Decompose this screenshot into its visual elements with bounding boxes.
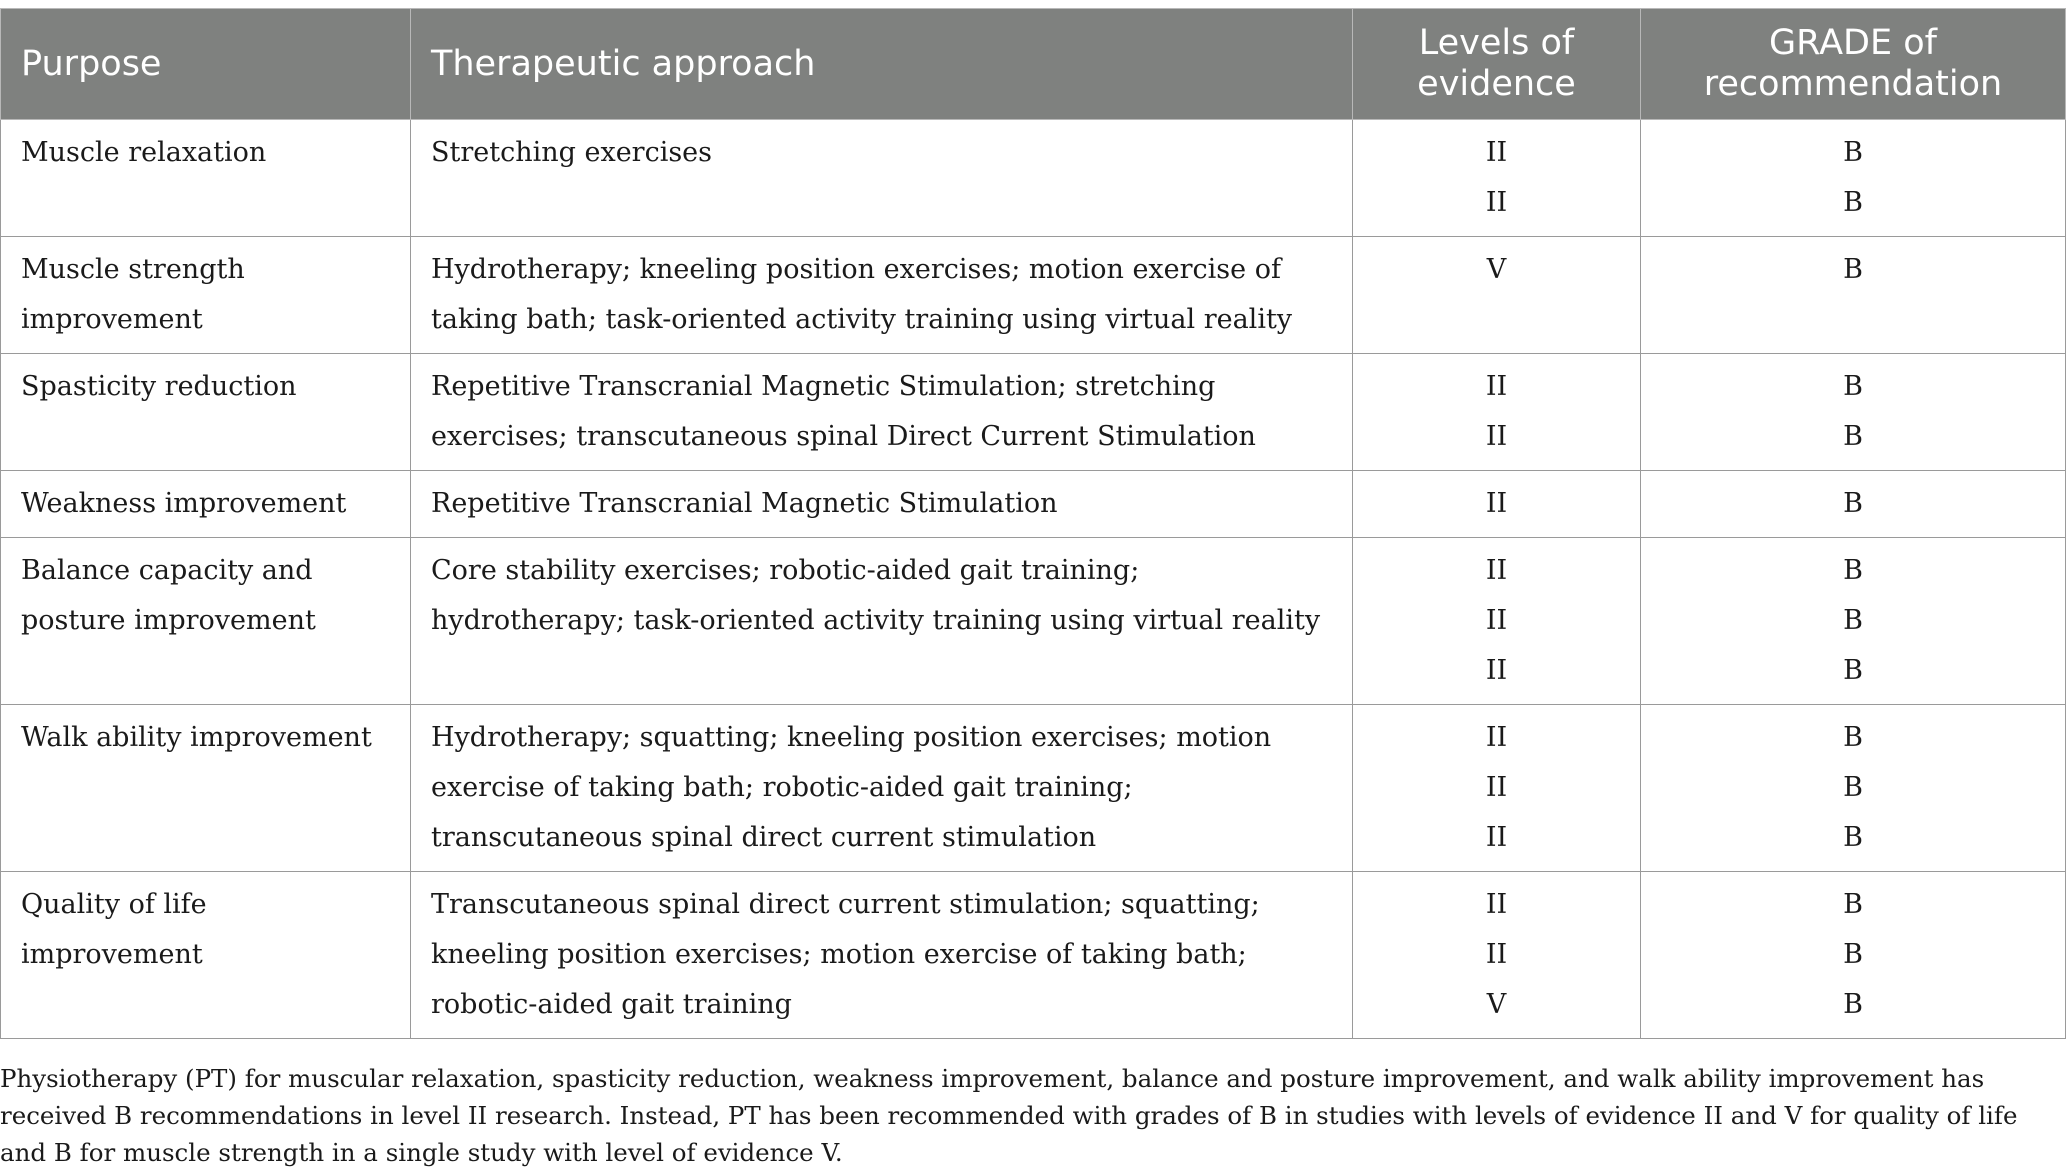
- grade-value: B: [1843, 254, 1863, 285]
- approach-cell: Stretching exercises: [411, 120, 1353, 237]
- approach-cell: Core stability exercises; robotic-aided gait training; hydrotherapy; task-oriented activity training using virtual reality: [411, 538, 1353, 705]
- level-value: II: [1485, 605, 1508, 636]
- grade-cell: [1641, 120, 2066, 237]
- grade-value: B: [1843, 555, 1863, 586]
- evidence-table: [0, 8, 2066, 1039]
- grade-cell: [1641, 237, 2066, 354]
- approach-cell: Hydrotherapy; kneeling position exercises; motion exercise of taking bath; task-oriented activity training using virtual reality: [411, 237, 1353, 354]
- grade-value: B: [1843, 722, 1863, 753]
- table-row: [1, 471, 2066, 538]
- level-value: II: [1485, 421, 1508, 452]
- level-value: II: [1485, 772, 1508, 803]
- table-row: [1, 872, 2066, 1039]
- header-purpose: Purpose: [1, 9, 411, 120]
- level-value: II: [1485, 371, 1508, 402]
- grade-value: B: [1843, 137, 1863, 168]
- purpose-cell: Muscle strength improvement: [1, 237, 411, 354]
- grade-value: B: [1843, 187, 1863, 218]
- header-therapeutic-approach: Therapeutic approach: [411, 9, 1353, 120]
- header-levels-of-evidence: [1353, 9, 1641, 120]
- levels-cell: [1353, 538, 1641, 705]
- table-row: [1, 705, 2066, 872]
- grade-cell: [1641, 538, 2066, 705]
- header-levels-line1: Levels of: [1418, 23, 1575, 63]
- grade-value: B: [1843, 488, 1863, 519]
- header-grade-of-recommendation: [1641, 9, 2066, 120]
- table-row: [1, 354, 2066, 471]
- grade-value: B: [1843, 989, 1863, 1020]
- table-row: [1, 538, 2066, 705]
- grade-cell: [1641, 471, 2066, 538]
- grade-cell: [1641, 872, 2066, 1039]
- levels-cell: [1353, 120, 1641, 237]
- approach-cell: Hydrotherapy; squatting; kneeling position exercises; motion exercise of taking bath; robotic-aided gait training; transcutaneous spinal direct current stimulation: [411, 705, 1353, 872]
- level-value: II: [1485, 889, 1508, 920]
- grade-value: B: [1843, 772, 1863, 803]
- level-value: II: [1485, 655, 1508, 686]
- grade-value: B: [1843, 822, 1863, 853]
- level-value: V: [1486, 254, 1507, 285]
- level-value: II: [1485, 488, 1508, 519]
- table-header-row: [1, 9, 2066, 120]
- levels-cell: [1353, 872, 1641, 1039]
- purpose-cell: Muscle relaxation: [1, 120, 411, 237]
- table-footnote: Physiotherapy (PT) for muscular relaxation, spasticity reduction, weakness improvement, balance and posture improvement, and walk ability improvement has received B recommendations in level II research. Instead, PT has been recommended with grades of B in studies with levels of evidence II and V for quality of life and B for muscle strength in a single study with level of evidence V.: [0, 1063, 2018, 1167]
- purpose-cell: Walk ability improvement: [1, 705, 411, 872]
- grade-value: B: [1843, 939, 1863, 970]
- grade-value: B: [1843, 889, 1863, 920]
- level-value: II: [1485, 822, 1508, 853]
- approach-cell: Transcutaneous spinal direct current stimulation; squatting; kneeling position exercises; motion exercise of taking bath; robotic-aided gait training: [411, 872, 1353, 1039]
- level-value: II: [1485, 939, 1508, 970]
- table-row: [1, 120, 2066, 237]
- grade-value: B: [1843, 655, 1863, 686]
- grade-cell: [1641, 354, 2066, 471]
- levels-cell: [1353, 237, 1641, 354]
- purpose-cell: Balance capacity and posture improvement: [1, 538, 411, 705]
- levels-cell: [1353, 705, 1641, 872]
- level-value: II: [1485, 555, 1508, 586]
- approach-cell: Repetitive Transcranial Magnetic Stimulation; stretching exercises; transcutaneous spinal Direct Current Stimulation: [411, 354, 1353, 471]
- evidence-table-wrapper: [0, 8, 2065, 1039]
- grade-value: B: [1843, 605, 1863, 636]
- approach-cell: Repetitive Transcranial Magnetic Stimulation: [411, 471, 1353, 538]
- purpose-cell: Weakness improvement: [1, 471, 411, 538]
- purpose-cell: Quality of life improvement: [1, 872, 411, 1039]
- purpose-cell: Spasticity reduction: [1, 354, 411, 471]
- level-value: II: [1485, 187, 1508, 218]
- levels-cell: [1353, 471, 1641, 538]
- grade-value: B: [1843, 371, 1863, 402]
- header-levels-line2: evidence: [1417, 64, 1576, 104]
- header-grade-line2: recommendation: [1703, 64, 2003, 104]
- grade-cell: [1641, 705, 2066, 872]
- header-grade-line1: GRADE of: [1769, 23, 1937, 63]
- level-value: V: [1486, 989, 1507, 1020]
- grade-value: B: [1843, 421, 1863, 452]
- level-value: II: [1485, 137, 1508, 168]
- level-value: II: [1485, 722, 1508, 753]
- table-row: [1, 237, 2066, 354]
- levels-cell: [1353, 354, 1641, 471]
